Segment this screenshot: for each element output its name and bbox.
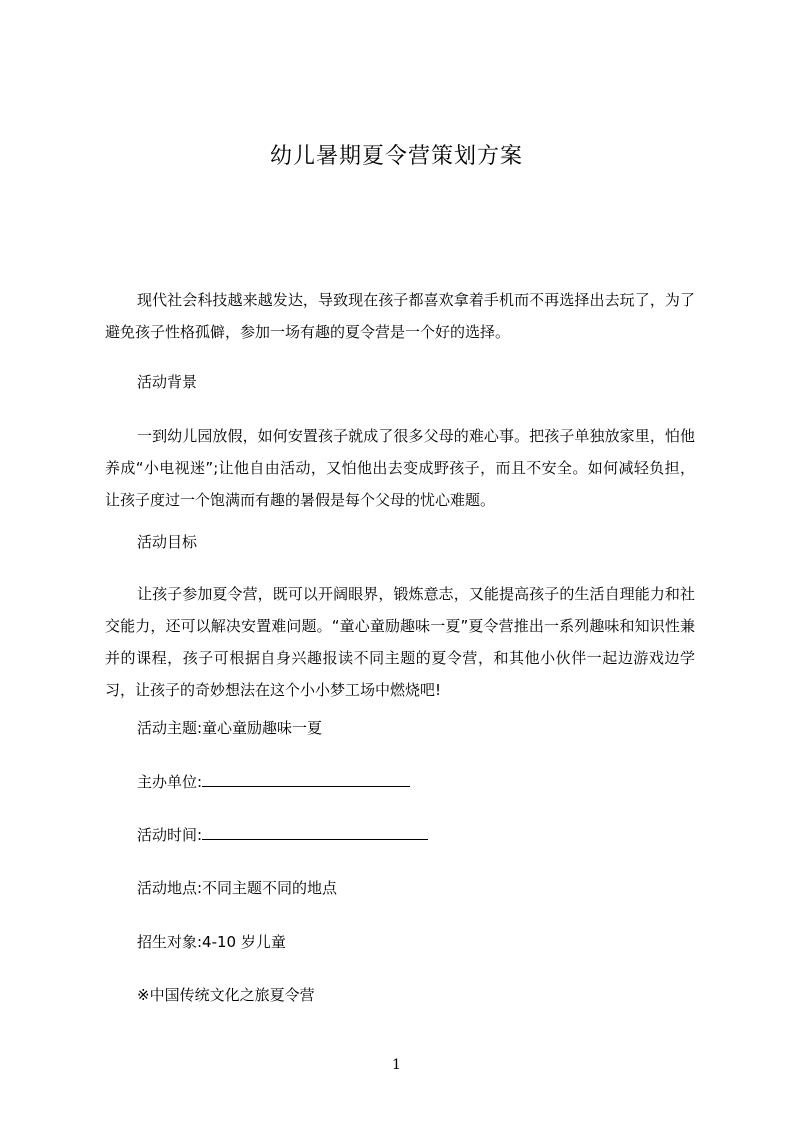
camp-subtitle: ※中国传统文化之旅夏令营 [137,986,315,1004]
target-audience: 招生对象:4-10 岁儿童 [137,933,286,951]
time-field [137,825,428,845]
background-paragraph: 一到幼儿园放假，如何安置孩子就成了很多父母的难心事。把孩子单独放家里，怕他养成“小电视迷”;让他自由活动，又怕他出去变成野孩子，而且不安全。如何减轻负担，让孩子度过一个饱满而有趣的暑假是每个父母的忧心难题。 [105,427,695,509]
document-title: 幼儿暑期夏令营策划方案 [269,144,523,169]
background-heading: 活动背景 [137,373,198,391]
activity-location: 活动地点:不同主题不同的地点 [137,879,338,897]
goal-heading: 活动目标 [137,533,198,551]
organizer-field [137,772,410,792]
activity-theme: 活动主题:童心童励趣味一夏 [137,719,323,737]
intro-paragraph: 现代社会科技越来越发达，导致现在孩子都喜欢拿着手机而不再选择出去玩了，为了避免孩子性格孤僻，参加一场有趣的夏令营是一个好的选择。 [105,291,695,341]
time-blank-line [202,825,428,840]
organizer-blank-line [202,772,410,787]
page-number: 1 [392,1057,401,1073]
organizer-label: 主办单位: [137,773,203,791]
goal-paragraph: 让孩子参加夏令营，既可以开阔眼界，锻炼意志，又能提高孩子的生活自理能力和社交能力，还可以解决安置难问题。“童心童励趣味一夏”夏令营推出一系列趣味和知识性兼并的课程，孩子可根据自身兴趣报读不同主题的夏令营，和其他小伙伴一起边游戏边学习，让孩子的奇妙想法在这个小小梦工场中燃烧吧! [105,585,695,699]
time-label: 活动时间: [137,826,203,844]
